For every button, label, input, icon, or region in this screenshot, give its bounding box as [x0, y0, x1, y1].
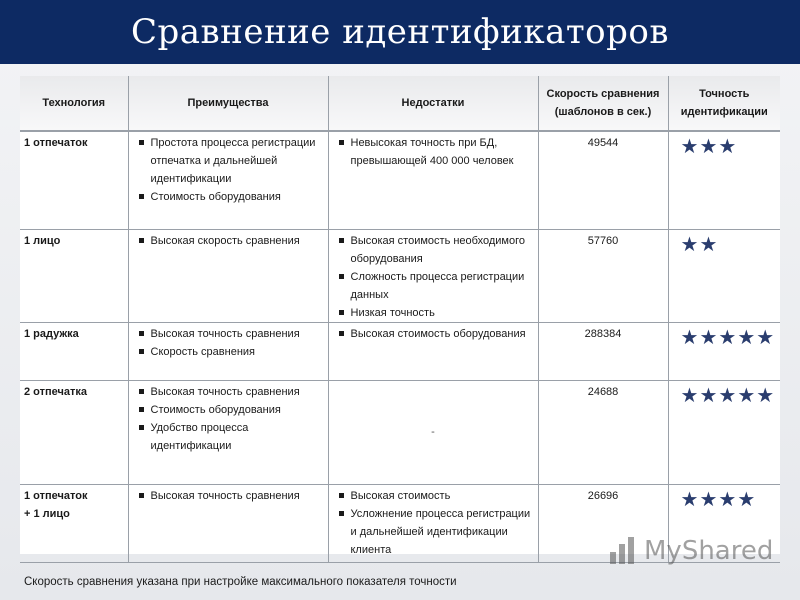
list-item: Простота процесса регистрации отпечатка и дальнейшей идентификации — [129, 134, 328, 188]
star-icon: ★ — [680, 326, 700, 349]
list-item: Скорость сравнения — [129, 343, 328, 361]
star-icon: ★ — [718, 488, 738, 511]
cell-advantages — [128, 380, 328, 484]
disadvantages-list — [329, 134, 538, 170]
list-item: Высокая стоимость оборудования — [329, 325, 538, 343]
star-icon: ★ — [737, 326, 757, 349]
header-speed-line1: Скорость сравнения — [546, 88, 660, 100]
cell-technology — [20, 322, 128, 380]
header-speed — [538, 76, 668, 131]
bar-chart-icon — [608, 536, 638, 566]
advantages-list — [129, 134, 328, 206]
star-icon: ★ — [718, 326, 738, 349]
cell-technology — [20, 229, 128, 322]
list-item: Невысокая точность при БД, превышающей 400 000 человек — [329, 134, 538, 170]
list-item: Высокая скорость сравнения — [129, 232, 328, 250]
cell-speed: 288384 — [538, 322, 668, 380]
cell-accuracy-rating — [668, 322, 780, 380]
disadvantages-list — [329, 325, 538, 343]
cell-disadvantages — [328, 484, 538, 562]
list-item: Низкая точность — [329, 304, 538, 322]
title-bar — [0, 0, 800, 64]
comparison-table-container — [20, 76, 780, 554]
cell-speed: 49544 — [538, 131, 668, 229]
header-disadvantages: Недостатки — [328, 76, 538, 131]
star-icon: ★ — [680, 136, 700, 158]
star-icon: ★ — [718, 136, 738, 158]
header-speed-line2: (шаблонов в сек.) — [554, 106, 652, 118]
cell-advantages — [128, 131, 328, 229]
list-item: Сложность процесса регистрации данных — [329, 268, 538, 304]
star-icon: ★ — [699, 326, 719, 349]
star-icon: ★ — [680, 488, 700, 511]
cell-speed: 57760 — [538, 229, 668, 322]
advantages-list — [129, 487, 328, 505]
disadvantages-list — [329, 487, 538, 559]
advantages-list — [129, 383, 328, 455]
list-item: Стоимость оборудования — [129, 188, 328, 206]
technology-label: 1 отпечаток — [24, 137, 88, 149]
cell-disadvantages — [328, 229, 538, 322]
cell-disadvantages — [328, 131, 538, 229]
cell-accuracy-rating — [668, 229, 780, 322]
technology-label: 1 отпечаток — [24, 489, 88, 502]
star-icon: ★ — [756, 326, 776, 349]
page-title: Сравнение идентификаторов — [130, 12, 670, 52]
table-row — [20, 229, 780, 322]
cell-technology — [20, 380, 128, 484]
cell-disadvantages — [328, 322, 538, 380]
watermark-text: MyShared — [644, 536, 774, 566]
list-item: Высокая точность сравнения — [129, 325, 328, 343]
cell-advantages — [128, 229, 328, 322]
watermark — [608, 536, 773, 566]
star-icon: ★ — [737, 488, 757, 511]
list-item: Стоимость оборудования — [129, 401, 328, 419]
cell-disadvantages: - — [328, 380, 538, 484]
technology-label: 2 отпечатка — [24, 385, 88, 398]
list-item: Высокая стоимость — [329, 487, 538, 505]
cell-technology — [20, 484, 128, 562]
technology-label: 1 радужка — [24, 327, 79, 340]
star-icon: ★ — [699, 384, 719, 407]
cell-advantages — [128, 322, 328, 380]
table-row — [20, 322, 780, 380]
advantages-list — [129, 325, 328, 361]
cell-speed: 26696 — [538, 484, 668, 562]
disadvantages-list — [329, 232, 538, 322]
star-icon: ★ — [680, 384, 700, 407]
header-technology: Технология — [20, 76, 128, 131]
list-item: Высокая точность сравнения — [129, 487, 328, 505]
technology-label: + 1 лицо — [24, 507, 70, 520]
star-icon: ★ — [699, 488, 719, 511]
star-icon: ★ — [737, 384, 757, 407]
advantages-list — [129, 232, 328, 250]
star-icon: ★ — [699, 136, 719, 158]
header-accuracy-line1: Точность — [699, 88, 750, 100]
cell-accuracy-rating — [668, 380, 780, 484]
comparison-table — [20, 76, 780, 563]
star-icon: ★ — [756, 384, 776, 407]
cell-speed: 24688 — [538, 380, 668, 484]
star-icon: ★ — [680, 233, 700, 256]
list-item: Высокая стоимость необходимого оборудования — [329, 232, 538, 268]
table-row — [20, 131, 780, 229]
footnote: Скорость сравнения указана при настройке максимального показателя точности — [24, 576, 457, 588]
cell-advantages — [128, 484, 328, 562]
table-body — [20, 131, 780, 562]
star-icon: ★ — [699, 233, 719, 256]
technology-label: 1 лицо — [24, 234, 61, 247]
list-item: Удобство процесса идентификации — [129, 419, 328, 455]
list-item: Высокая точность сравнения — [129, 383, 328, 401]
cell-accuracy-rating — [668, 131, 780, 229]
star-icon: ★ — [718, 384, 738, 407]
header-accuracy-line2: идентификации — [680, 106, 768, 118]
table-header-row — [20, 76, 780, 131]
list-item: Усложнение процесса регистрации и дальнейшей идентификации клиента — [329, 505, 538, 559]
header-advantages: Преимущества — [128, 76, 328, 131]
table-row — [20, 380, 780, 484]
header-accuracy — [668, 76, 780, 131]
cell-technology — [20, 131, 128, 229]
